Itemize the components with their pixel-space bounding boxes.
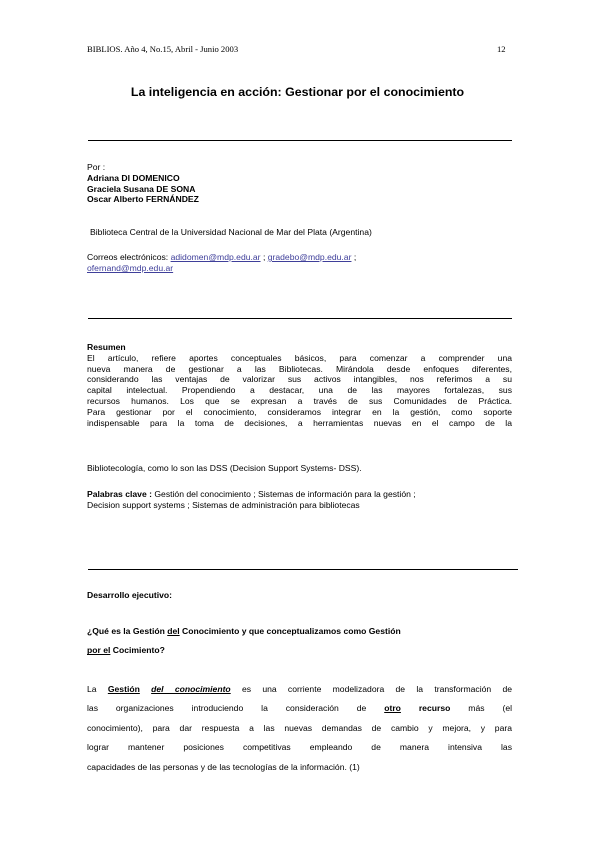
section-heading: Desarrollo ejecutivo: [87, 590, 173, 600]
paragraph-term: Gestión [107, 684, 140, 694]
author-name: Graciela Susana DE SONA [87, 183, 196, 194]
page-number: 12 [497, 44, 506, 54]
keywords-text: Decision support systems ; Sistemas de administración para bibliotecas [87, 499, 360, 510]
abstract-line: nueva manera de gestionar a las Bibliotecas. Mirándola desde enfoques diferentes, [87, 363, 512, 374]
paragraph-line: capacidades de las personas y de las tecnologías de la información. (1) [87, 761, 360, 772]
divider [88, 318, 512, 319]
body-paragraph [87, 680, 512, 777]
email-label: Correos electrónicos: [87, 252, 169, 262]
authors-block [87, 162, 199, 205]
paragraph-term: recurso [400, 703, 451, 714]
abstract-line: El artículo, refiere aportes conceptuales básicos, para comenzar a comprender una [87, 352, 512, 363]
abstract-line: recursos humanos. Los que se expresan a través de sus Comunidades de Práctica. [87, 395, 512, 406]
email-link[interactable]: gradebo@mdp.edu.ar [267, 252, 352, 262]
author-name: Oscar Alberto FERNÁNDEZ [87, 194, 199, 205]
abstract-line: considerando las ventajas de valorizar sus activos intangibles, nos referimos a su [87, 374, 512, 385]
question-text: por el [87, 645, 111, 656]
running-header: BIBLIOS. Año 4, No.15, Abril - Junio 2003 [87, 44, 239, 54]
abstract-heading: Resumen [87, 342, 126, 352]
emails-block [87, 252, 447, 274]
paragraph-line [87, 680, 512, 699]
affiliation: Biblioteca Central de la Universidad Nacional de Mar del Plata (Argentina) [90, 227, 372, 237]
by-label: Por : [87, 162, 106, 172]
author-name: Adriana DI DOMENICO [87, 172, 180, 183]
section-question [87, 622, 512, 661]
question-text: Cocimiento? [110, 645, 165, 656]
paragraph-text: más (el [450, 703, 513, 714]
abstract-line: capital intelectual. Propendiendo a destacar, una de las mayores fortalezas, sus [87, 385, 512, 396]
divider [88, 569, 518, 570]
abstract-final-line: Bibliotecología, como lo son las DSS (Decision Support Systems- DSS). [87, 463, 362, 473]
paragraph-line [87, 699, 512, 718]
abstract-line: indispensable para la toma de decisiones, a herramientas nuevas en el campo de la [87, 417, 512, 428]
page-title: La inteligencia en acción: Gestionar por el conocimiento [130, 85, 465, 99]
keywords-text: Gestión del conocimiento ; Sistemas de información para la gestión ; [154, 489, 416, 499]
keywords-label: Palabras clave : [87, 489, 152, 499]
question-text: del [167, 626, 180, 636]
paragraph-text: las organizaciones introduciendo la consideración de [87, 703, 385, 714]
divider [88, 140, 512, 141]
email-separator: ; [262, 252, 266, 262]
paragraph-line: conocimiento), para dar respuesta a las nuevas demandas de cambio y mejora, y para [87, 722, 512, 733]
abstract-line: Para gestionar por el conocimiento, consideramos integrar en la gestión, como soporte [87, 406, 512, 417]
question-text: ¿Qué es la Gestión [87, 626, 168, 636]
paragraph-term: otro [384, 703, 401, 714]
keywords [87, 489, 512, 511]
email-separator: ; [353, 252, 357, 262]
abstract [87, 342, 512, 428]
paragraph-text: La [87, 684, 108, 694]
paragraph-text: es una corriente modelizadora de la transformación de [230, 684, 512, 694]
paragraph-term: del conocimiento [151, 684, 231, 694]
paragraph-line: lograr mantener posiciones competitivas empleando de manera intensiva las [87, 742, 512, 753]
email-link[interactable]: adidomen@mdp.edu.ar [170, 252, 261, 262]
question-text: Conocimiento y que conceptualizamos como Gestión [179, 626, 401, 636]
email-link[interactable]: ofernand@mdp.edu.ar [87, 262, 174, 273]
